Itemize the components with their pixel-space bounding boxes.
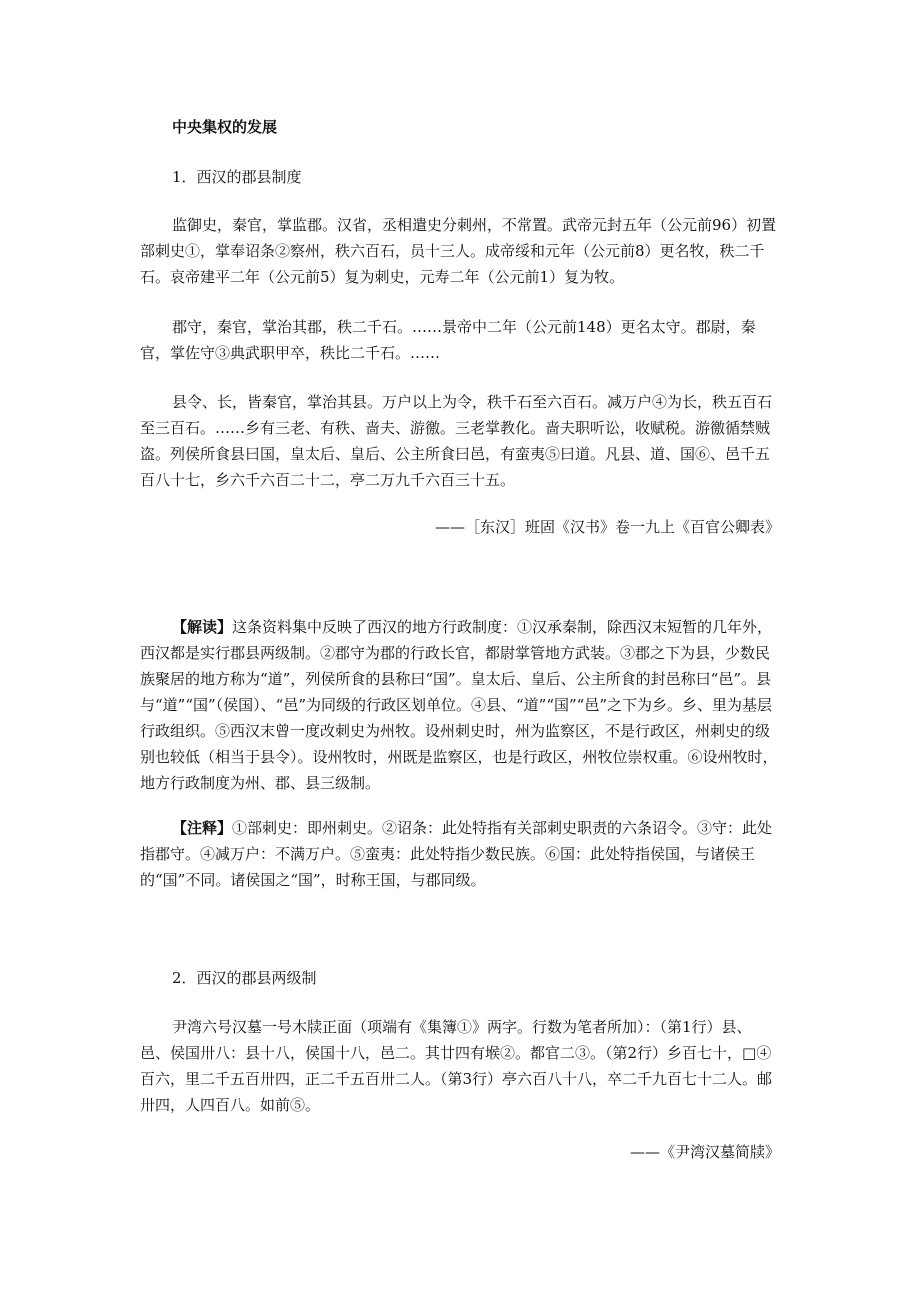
- section-1-interpretation: 【解读】这条资料集中反映了西汉的地方行政制度：①汉承秦制，除西汉末短暂的几年外，西汉都是实行郡县两级制。②郡守为郡的行政长官，都尉掌管地方武装。③郡之下为县，少数民族聚居的地方称为“道”，列侯所食的县称曰“国”。皇太后、皇后、公主所食的封邑称曰“邑”。县与“道”“国”（侯国）、“邑”为同级的行政区划单位。④县、“道”“国”“邑”之下为乡。乡、里为基层行政组织。⑤西汉末曾一度改刺史为州牧。设州刺史时，州为监察区，不是行政区，州刺史的级别也较低（相当于县令）。设州牧时，州既是监察区，也是行政区，州牧位崇权重。⑥设州牧时，地方行政制度为州、郡、县三级制。: [140, 618, 778, 792]
- section-2-source: ——《尹湾汉墓简牍》: [629, 1143, 780, 1161]
- section-1-paragraph-3: 县令、长，皆秦官，掌治其县。万户以上为令，秩千石至六百石。减万户④为长，秩五百石至三百石。……乡有三老、有秩、啬夫、游徼。三老掌教化。啬夫职听讼，收赋税。游徼循禁贼盗。列侯所食县曰国，皇太后、皇后、公主所食曰邑，有蛮夷⑤曰道。凡县、道、国⑥、邑千五百八十七，乡六千六百二十二，亭二万九千六百三十五。: [140, 393, 773, 489]
- section-1-heading: 1．西汉的郡县制度: [172, 168, 302, 186]
- section-1-notes: 【注释】①部刺史：即州刺史。②诏条：此处特指有关部刺史职责的六条诏令。③守：此处指郡守。④减万户：不满万户。⑤蛮夷：此处特指少数民族。⑥国：此处特指侯国，与诸侯王的“国”不同。诸侯国之“国”，时称王国，与郡同级。: [140, 819, 773, 889]
- document-title: 中央集权的发展: [172, 118, 278, 136]
- section-2-heading: 2．西汉的郡县两级制: [172, 969, 317, 987]
- section-2-paragraph-1: 尹湾六号汉墓一号木牍正面（项端有《集簿①》两字。行数为笔者所加）：（第1行）县、邑、侯国卅八：县十八，侯国十八，邑二。其廿四有堠②。都官二③。（第2行）乡百七十，□④百六，里二千五百卅四，正二千五百卅二人。（第3行）亭六百八十八，卒二千九百七十二人。邮卅四，人四百八。如前⑤。: [140, 1018, 773, 1114]
- section-1-source: ——［东汉］班固《汉书》卷一九上《百官公卿表》: [434, 518, 780, 536]
- section-1-paragraph-2: 郡守，秦官，掌治其郡，秩二千石。……景帝中二年（公元前148）更名太守。郡尉，秦官，掌佐守③典武职甲卒，秩比二千石。……: [140, 318, 756, 362]
- section-1-paragraph-1: 监御史，秦官，掌监郡。汉省，丞相遣史分刺州，不常置。武帝元封五年（公元前96）初置部刺史①，掌奉诏条②察州，秩六百石，员十三人。成帝绥和元年（公元前8）更名牧，秩二千石。哀帝建平二年（公元前5）复为刺史，元寿二年（公元前1）复为牧。: [140, 216, 777, 286]
